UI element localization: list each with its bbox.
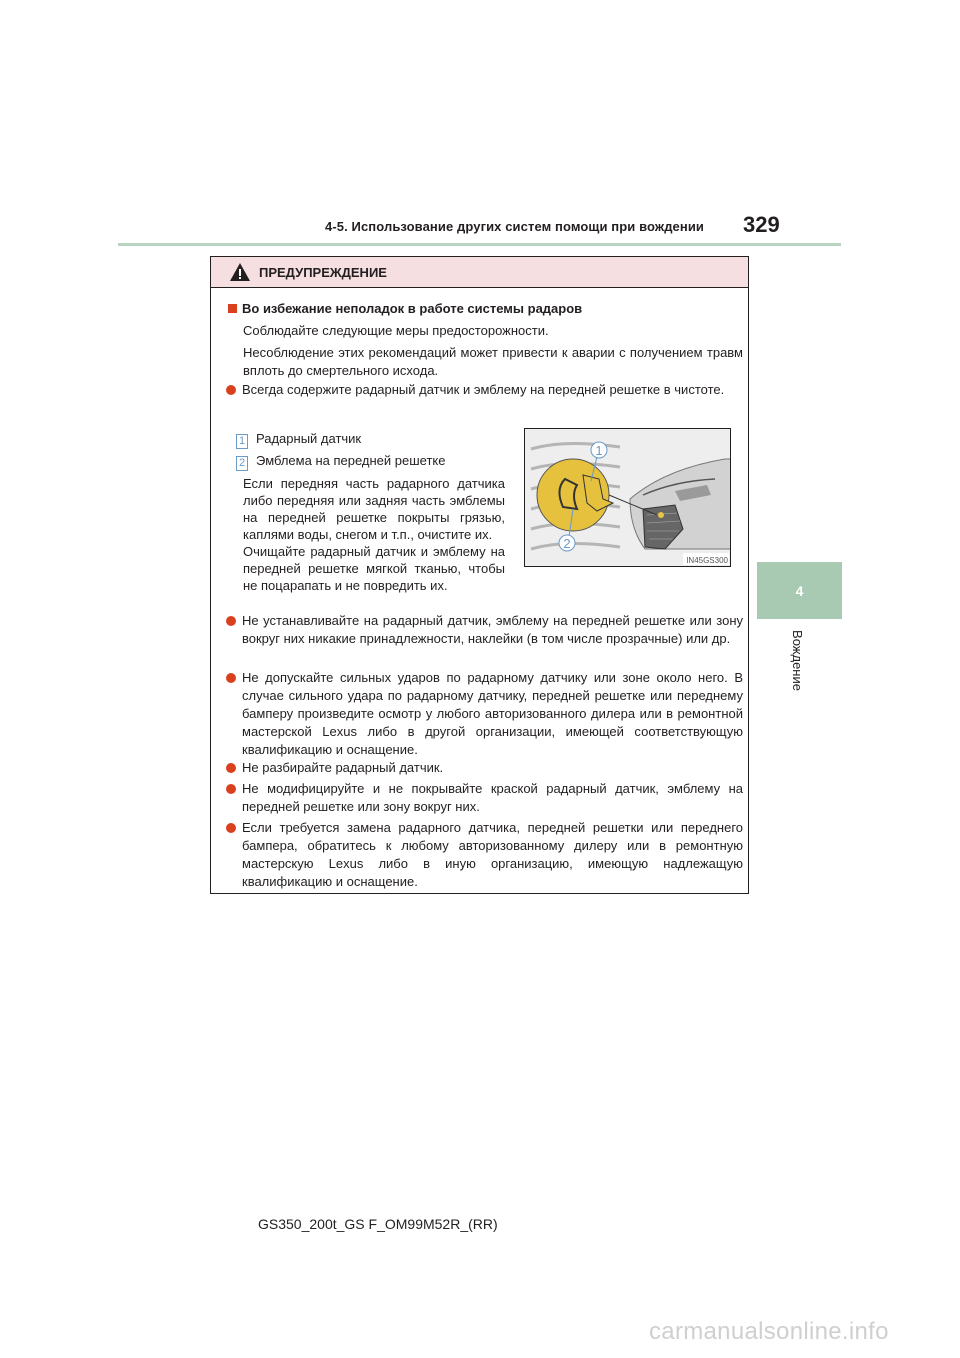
bullet-dot-icon	[226, 823, 236, 833]
chapter-label	[772, 620, 822, 700]
warning-triangle-icon	[229, 262, 251, 282]
bullet-dot-icon	[226, 784, 236, 794]
callout-grille-emblem	[236, 452, 446, 471]
chapter-number: 4	[795, 582, 804, 599]
intro-text: Соблюдайте следующие меры предосторожности.	[243, 323, 549, 338]
bullet-text: Не разбирайте радарный датчик.	[242, 760, 444, 775]
bullet-modify	[226, 780, 743, 816]
warning-title: ПРЕДУПРЕЖДЕНИЕ	[259, 265, 387, 280]
bullet-accessories	[226, 612, 743, 648]
chapter-label-text: Вождение	[789, 629, 805, 691]
figure-code: IN45GS300	[686, 556, 728, 565]
callout-number: 1	[236, 434, 248, 449]
bullet-clean-text: Всегда содержите радарный датчик и эмблему на передней решетке в чистоте.	[242, 382, 725, 397]
footer-doc-code: GS350_200t_GS F_OM99M52R_(RR)	[258, 1216, 498, 1232]
section-title: 4-5. Использование других систем помощи при вождении	[325, 219, 705, 234]
bullet-impacts	[226, 669, 743, 759]
caution-text: Несоблюдение этих рекомендаций может привести к аварии с получением травм вплоть до смертельного исхода.	[243, 345, 743, 378]
warning-header	[211, 257, 748, 288]
bullet-dot-icon	[226, 673, 236, 683]
bullet-dot-icon	[226, 616, 236, 626]
detail-text-1: Если передняя часть радарного датчика либо передняя или задняя часть эмблемы на передней решетке покрыты грязью, каплями воды, снегом и т.п., очистите их.	[243, 476, 505, 542]
bullet-replacement	[226, 819, 743, 891]
bullet-text: Если требуется замена радарного датчика, передней решетки или переднего бампера, обратитесь к любому авторизованному дилеру или в ремонтную мастерскую Lexus либо в иную организацию, имеющую надлежащую квалификацию и оснащение.	[242, 820, 743, 889]
page-number: 329	[743, 212, 780, 237]
callout-radar-sensor	[236, 430, 362, 449]
callout-badge-2: 2	[563, 536, 571, 551]
section-heading-text: Во избежание неполадок в работе системы радаров	[242, 301, 583, 316]
square-bullet-icon	[228, 304, 237, 313]
detail-text-2: Очищайте радарный датчик и эмблему на передней решетке мягкой тканью, чтобы не поцарапать и не повредить их.	[243, 544, 505, 593]
bullet-dot-icon	[226, 763, 236, 773]
bullet-text: Не устанавливайте на радарный датчик, эмблему на передней решетке или зону вокруг них никакие принадлежности, наклейки (в том числе прозрачные) или др.	[242, 613, 743, 646]
chapter-tab	[757, 562, 842, 619]
cleaning-instructions	[243, 475, 505, 594]
watermark: carmanualsonline.info	[649, 1318, 889, 1345]
bullet-text: Не допускайте сильных ударов по радарному датчику или зоне около него. В случае сильного удара по радарному датчику, передней решетке или переднему бамперу произведите осмотр у любого авторизованного дилера или в ремонтной мастерской Lexus либо в другой организации, имеющей соответствующую квалификацию и оснащение.	[242, 670, 743, 757]
bullet-text: Не модифицируйте и не покрывайте краской радарный датчик, эмблему на передней решетке или зону вокруг них.	[242, 781, 743, 814]
header-divider	[118, 243, 841, 246]
callout-number: 2	[236, 456, 248, 471]
callout-label: Эмблема на передней решетке	[256, 453, 446, 468]
bullet-clean	[226, 381, 743, 399]
bullet-dot-icon	[226, 385, 236, 395]
bullet-disassemble	[226, 759, 743, 777]
radar-sensor-illustration	[524, 428, 731, 567]
callout-badge-1: 1	[595, 443, 603, 458]
car-front-illustration	[525, 429, 731, 567]
section-heading	[228, 301, 582, 316]
callout-label: Радарный датчик	[256, 431, 362, 446]
